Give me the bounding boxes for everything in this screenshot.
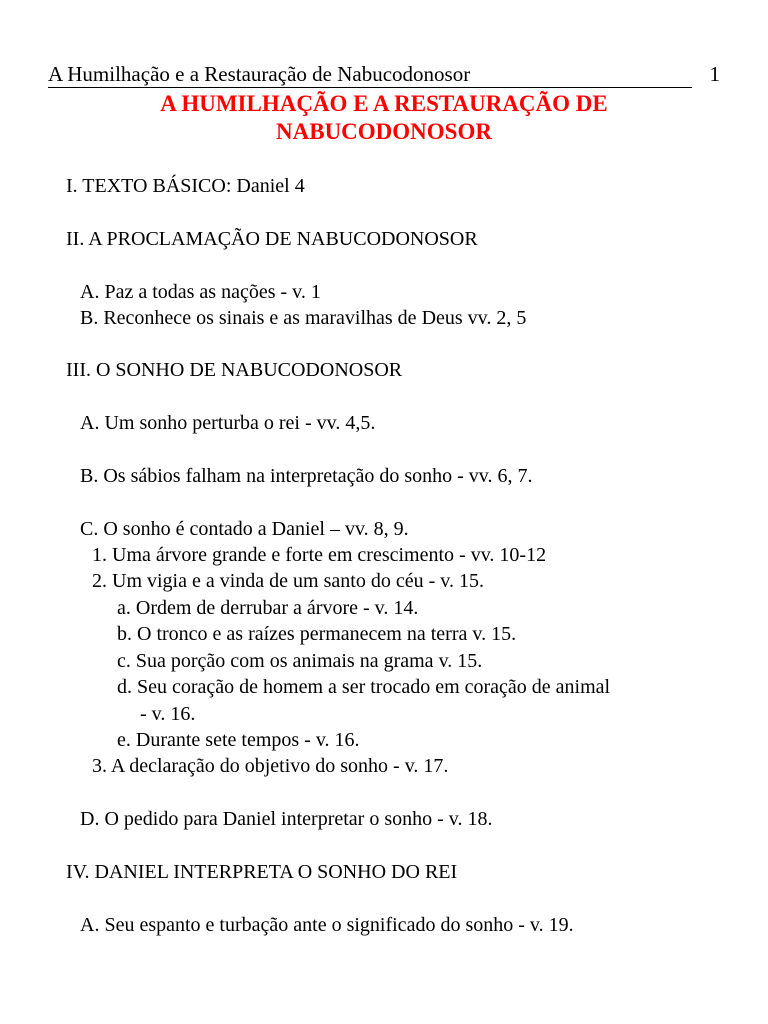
section-heading-3: III. O SONHO DE NABUCODONOSOR [66, 359, 403, 381]
section-heading-1: I. TEXTO BÁSICO: Daniel 4 [66, 175, 305, 197]
outline-item: B. Os sábios falham na interpretação do sonho - vv. 6, 7. [80, 465, 533, 487]
outline-subsubitem: a. Ordem de derrubar a árvore - v. 14. [117, 597, 419, 619]
outline-subsubitem-continuation: - v. 16. [140, 703, 196, 725]
outline-item: D. O pedido para Daniel interpretar o sonho - v. 18. [80, 808, 493, 830]
outline-item: A. Seu espanto e turbação ante o significado do sonho - v. 19. [80, 914, 574, 936]
document-title-line-2: NABUCODONOSOR [276, 119, 492, 144]
outline-item: A. Um sonho perturba o rei - vv. 4,5. [80, 412, 376, 434]
outline-subitem: 3. A declaração do objetivo do sonho - v. 17. [92, 755, 449, 777]
document-title [48, 90, 720, 146]
document-title-line-1: A HUMILHAÇÃO E A RESTAURAÇÃO DE [160, 91, 608, 116]
outline-subsubitem: c. Sua porção com os animais na grama v. 15. [117, 650, 483, 672]
outline-item: C. O sonho é contado a Daniel – vv. 8, 9. [80, 518, 409, 540]
page-header [48, 60, 720, 88]
header-title: A Humilhação e a Restauração de Nabucodonosor [48, 62, 471, 86]
section-heading-4: IV. DANIEL INTERPRETA O SONHO DO REI [66, 861, 458, 883]
outline-subitem: 1. Uma árvore grande e forte em crescimento - vv. 10-12 [92, 544, 547, 566]
header-rule [48, 87, 692, 88]
outline-item: B. Reconhece os sinais e as maravilhas de Deus vv. 2, 5 [80, 307, 527, 329]
outline-subsubitem: b. O tronco e as raízes permanecem na terra v. 15. [117, 623, 517, 645]
outline-subitem: 2. Um vigia e a vinda de um santo do céu - v. 15. [92, 570, 484, 592]
outline-subsubitem: e. Durante sete tempos - v. 16. [117, 729, 360, 751]
outline-item: A. Paz a todas as nações - v. 1 [80, 281, 321, 303]
page-number: 1 [709, 62, 720, 86]
section-heading-2: II. A PROCLAMAÇÃO DE NABUCODONOSOR [66, 228, 478, 250]
outline-subsubitem: d. Seu coração de homem a ser trocado em coração de animal [117, 676, 611, 698]
